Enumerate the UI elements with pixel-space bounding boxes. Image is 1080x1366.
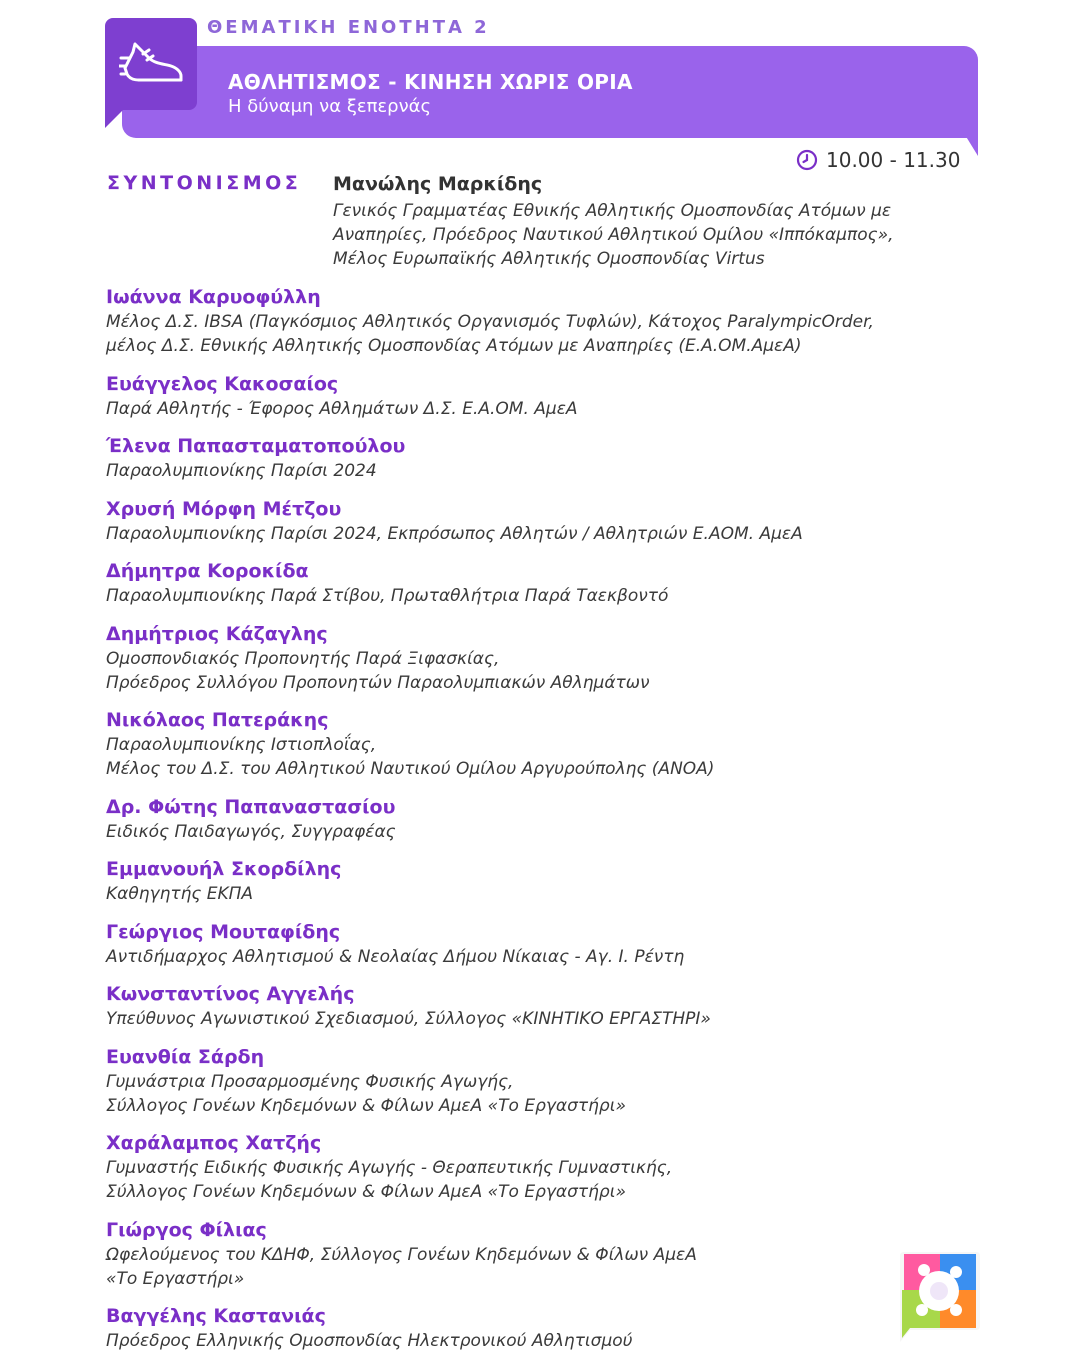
- speaker-role: [106, 522, 1006, 546]
- speaker-item: [106, 707, 1006, 781]
- speaker-item: [106, 981, 1006, 1031]
- role-line: Πρόεδρος Συλλόγου Προπονητών Παραολυμπιακών Αθλημάτων: [106, 672, 650, 693]
- speaker-name: Δρ. Φώτης Παπαναστασίου: [106, 795, 396, 818]
- speaker-role: [106, 459, 1006, 483]
- speaker-list: [106, 284, 1006, 1366]
- role-line: Σύλλογος Γονέων Κηδεμόνων & Φίλων ΑμεΑ «Το Εργαστήρι»: [106, 1182, 626, 1202]
- speaker-name: Νικόλαος Πατεράκης: [106, 709, 329, 731]
- speaker-item: [106, 856, 1006, 906]
- speaker-item: [106, 621, 1006, 695]
- session-subtitle: Η δύναμη να ξεπερνάς: [228, 96, 432, 117]
- speaker-name: Ευάγγελος Κακοσαίος: [106, 372, 339, 395]
- role-line: Μέλος του Δ.Σ. του Αθλητικού Ναυτικού Ομίλου Αργυρούπολης (ΑΝΟΑ): [106, 759, 715, 779]
- speaker-item: [106, 284, 1006, 358]
- banner-tail: [962, 130, 978, 156]
- speaker-item: [106, 1044, 1006, 1118]
- speaker-name: Ιωάννα Καρυοφύλλη: [106, 286, 321, 308]
- speaker-item: [106, 371, 1006, 421]
- speaker-name: Χρυσή Μόρφη Μέτζου: [106, 497, 342, 520]
- coordinator-name: Μανώλης Μαρκίδης: [333, 173, 543, 195]
- speaker-name: Κωνσταντίνος Αγγελής: [106, 983, 355, 1005]
- role-line: Ειδικός Παιδαγωγός, Συγγραφέας: [106, 821, 396, 842]
- speaker-item: [106, 496, 1006, 546]
- role-line: Παραολυμπιονίκης Παρίσι 2024, Εκπρόσωπος Αθλητών / Αθλητριών Ε.ΑΟΜ. ΑμεΑ: [106, 523, 803, 544]
- speaker-item: [106, 919, 1006, 969]
- role-line: Υπεύθυνος Αγωνιστικού Σχεδιασμού, Σύλλογος «ΚΙΝΗΤΙΚΟ ΕΡΓΑΣΤΗΡΙ»: [106, 1009, 711, 1029]
- role-line: Σύλλογος Γονέων Κηδεμόνων & Φίλων ΑμεΑ «Το Εργαστήρι»: [106, 1095, 626, 1116]
- people-circle-logo-icon: [896, 1248, 982, 1344]
- session-title: ΑΘΛΗΤΙΣΜΟΣ - ΚΙΝΗΣΗ ΧΩΡΙΣ ΟΡΙΑ: [228, 70, 633, 94]
- speaker-name: Δήμητρα Κοροκίδα: [106, 560, 309, 582]
- role-line: Αντιδήμαρχος Αθλητισμού & Νεολαίας Δήμου Νίκαιας - Αγ. Ι. Ρέντη: [106, 946, 685, 967]
- role-line: Παρά Αθλητής - Έφορος Αθλημάτων Δ.Σ. Ε.Α.ΟΜ. ΑμεΑ: [106, 398, 578, 419]
- speaker-role: [106, 882, 1006, 906]
- role-line: Μέλος Ευρωπαϊκής Αθλητικής Ομοσπονδίας Virtus: [333, 249, 765, 269]
- section-label: ΘΕΜΑΤΙΚΗ ΕΝΟΤΗΤΑ 2: [207, 17, 490, 38]
- speaker-role: [106, 584, 1006, 608]
- speaker-item: [106, 794, 1006, 844]
- session-time: [796, 148, 960, 172]
- speaker-name: Γεώργιος Μουταφίδης: [106, 920, 341, 943]
- speaker-name: Ευανθία Σάρδη: [106, 1045, 265, 1068]
- speaker-role: [106, 820, 1006, 844]
- speaker-role: [106, 397, 1006, 421]
- role-line: μέλος Δ.Σ. Εθνικής Αθλητικής Ομοσπονδίας Ατόμων με Αναπηρίες (Ε.Α.ΟΜ.ΑμεΑ): [106, 336, 802, 356]
- role-line: Ομοσπονδιακός Προπονητής Παρά Ξιφασκίας,: [106, 648, 500, 669]
- speaker-item: [106, 1130, 1006, 1204]
- speaker-role: [106, 1007, 1006, 1031]
- speaker-name: Χαράλαμπος Χατζής: [106, 1132, 322, 1154]
- role-line: Πρόεδρος Ελληνικής Ομοσπονδίας Ηλεκτρονικού Αθλητισμού: [106, 1331, 633, 1351]
- role-line: Αναπηρίες, Πρόεδρος Ναυτικού Αθλητικού Ομίλου «Ιππόκαμπος»,: [333, 225, 894, 245]
- speaker-role: [106, 1329, 1006, 1353]
- speaker-role: [106, 1243, 1006, 1291]
- speaker-role: [106, 310, 1006, 358]
- speaker-name: Γιώργος Φίλιας: [106, 1218, 267, 1241]
- clock-icon: [796, 149, 818, 171]
- role-line: Καθηγητής ΕΚΠΑ: [106, 884, 254, 904]
- speaker-role: [106, 1156, 1006, 1204]
- speaker-item: [106, 433, 1006, 483]
- speaker-role: [106, 1070, 1006, 1118]
- role-line: Μέλος Δ.Σ. IBSA (Παγκόσμιος Αθλητικός Οργανισμός Τυφλών), Κάτοχος ParalympicOrder,: [106, 312, 874, 332]
- speaker-name: Δημήτριος Κάζαγλης: [106, 622, 328, 645]
- speaker-item: [106, 1303, 1006, 1353]
- role-line: «Το Εργαστήρι»: [106, 1268, 245, 1289]
- role-line: Παραολυμπιονίκης Ιστιοπλοΐας,: [106, 735, 377, 755]
- speaker-role: [106, 647, 1006, 695]
- speaker-name: Έλενα Παπασταματοπούλου: [106, 435, 406, 457]
- speaker-item: [106, 558, 1006, 608]
- role-line: Παραολυμπιονίκης Παρά Στίβου, Πρωταθλήτρια Παρά Ταεκβοντό: [106, 586, 669, 606]
- coordinator-role: [333, 199, 993, 271]
- speaker-item: [106, 1217, 1006, 1291]
- icon-tail: [105, 110, 123, 128]
- coordination-label: ΣΥΝΤΟΝΙΣΜΟΣ: [107, 172, 302, 194]
- time-label: 10.00 - 11.30: [826, 148, 961, 172]
- speaker-role: [106, 945, 1006, 969]
- icon-box: [105, 18, 197, 110]
- speaker-role: [106, 733, 1006, 781]
- sneaker-icon: [119, 38, 183, 84]
- speaker-name: Εμμανουήλ Σκορδίλης: [106, 858, 342, 880]
- role-line: Γενικός Γραμματέας Εθνικής Αθλητικής Ομοσπονδίας Ατόμων με: [333, 201, 892, 221]
- role-line: Παραολυμπιονίκης Παρίσι 2024: [106, 461, 377, 481]
- role-line: Ωφελούμενος του ΚΔΗΦ, Σύλλογος Γονέων Κηδεμόνων & Φίλων ΑμεΑ: [106, 1244, 697, 1265]
- speaker-name: Βαγγέλης Καστανιάς: [106, 1305, 326, 1327]
- role-line: Γυμνάστρια Προσαρμοσμένης Φυσικής Αγωγής,: [106, 1071, 514, 1092]
- role-line: Γυμναστής Ειδικής Φυσικής Αγωγής - Θεραπευτικής Γυμναστικής,: [106, 1158, 673, 1178]
